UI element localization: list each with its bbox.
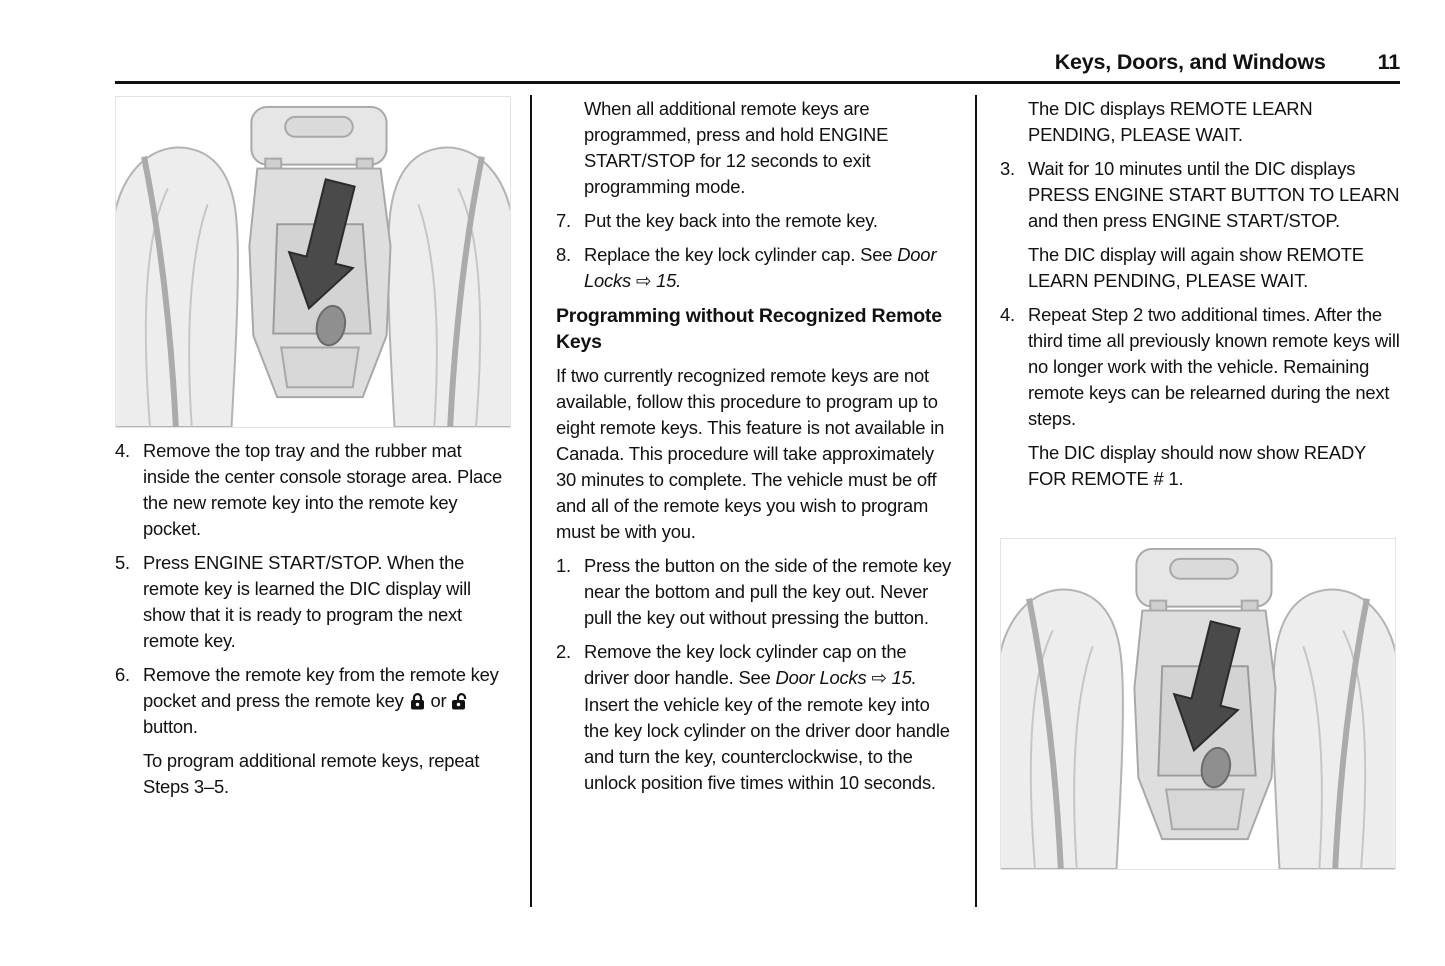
step-2-text-a: Remove the key lock cylinder cap on the driver door handle. See — [584, 641, 907, 688]
step-text: Wait for 10 minutes until the DIC displays PRESS ENGINE START BUTTON TO LEARN and then press ENGINE START/STOP. — [1028, 158, 1400, 231]
step-text: Put the key back into the remote key. — [584, 210, 878, 231]
door-locks-reference-page[interactable]: 15. — [891, 667, 917, 688]
intro-paragraph: When all additional remote keys are programmed, press and hold ENGINE START/STOP for 12 seconds to exit programming mode. — [584, 98, 889, 197]
step-2-text-b: Insert the vehicle key of the remote key into the key lock cylinder on the driver door handle and turn the key, counterclockwise, to the unlock position five times within 10 seconds. — [584, 694, 950, 793]
step-6 — [115, 662, 511, 740]
page-header — [115, 50, 1400, 75]
step-6-text-c: button. — [143, 716, 198, 737]
step-text: Press the button on the side of the remote key near the bottom and pull the key out. Never pull the key out without pressing the button. — [584, 555, 952, 628]
section-heading: Programming without Recognized Remote Keys — [556, 305, 942, 353]
cross-reference-arrow-icon: ⇨ — [871, 668, 887, 689]
step-1 — [556, 553, 954, 631]
center-console-illustration — [1000, 538, 1396, 870]
step-number: 6. — [115, 664, 130, 685]
step-text: Press ENGINE START/STOP. When the remote key is learned the DIC display will show that it is ready to program the next remote key. — [143, 552, 471, 651]
lock-button-icon — [409, 692, 426, 710]
step-8-text: Replace the key lock cylinder cap. See — [584, 244, 898, 265]
page-title: Keys, Doors, and Windows — [1054, 50, 1326, 74]
column-left-text — [115, 438, 511, 800]
note-paragraph: To program additional remote keys, repeat Steps 3–5. — [143, 750, 480, 797]
column-right — [1000, 96, 1400, 500]
step-text — [143, 662, 511, 740]
step-number: 5. — [115, 552, 130, 573]
console-figure-svg — [116, 97, 510, 427]
center-console-illustration — [115, 96, 511, 428]
step-4-right — [1000, 302, 1400, 432]
header-rule — [115, 81, 1400, 84]
step-number: 4. — [1000, 304, 1015, 325]
step-text — [584, 639, 954, 796]
step-text: Repeat Step 2 two additional times. After the third time all previously known remote keys will no longer work with the vehicle. Remaining remote keys can be relearned during the next steps. — [1028, 304, 1400, 429]
step-text: Remove the top tray and the rubber mat inside the center console storage area. Place the new remote key into the remote key pocket. — [143, 440, 503, 539]
step-8 — [556, 242, 954, 295]
step-text — [584, 242, 954, 295]
step-4 — [115, 438, 511, 542]
step-number: 8. — [556, 244, 571, 265]
dic-paragraph-1: The DIC displays REMOTE LEARN PENDING, PLEASE WAIT. — [1028, 98, 1313, 145]
step-number: 1. — [556, 555, 571, 576]
section-intro-paragraph: If two currently recognized remote keys are not available, follow this procedure to program up to eight remote keys. This feature is not available in Canada. This procedure will take approximately 30 minutes to complete. The vehicle must be off and all of the remote keys you wish to program must be with you. — [556, 365, 945, 542]
step-6-text-b: or — [430, 690, 447, 711]
step-number: 2. — [556, 641, 571, 662]
door-locks-reference-page[interactable]: 15. — [656, 270, 682, 291]
step-3 — [1000, 156, 1400, 234]
column-divider — [975, 95, 977, 907]
door-locks-reference-link[interactable]: Door Locks — [584, 244, 937, 291]
cross-reference-arrow-icon: ⇨ — [635, 271, 652, 292]
step-number: 3. — [1000, 158, 1015, 179]
column-divider — [530, 95, 532, 907]
step-5 — [115, 550, 511, 654]
dic-paragraph-2: The DIC display will again show REMOTE LEARN PENDING, PLEASE WAIT. — [1028, 244, 1364, 291]
step-number: 7. — [556, 210, 571, 231]
column-middle — [556, 96, 954, 804]
step-7 — [556, 208, 954, 234]
step-number: 4. — [115, 440, 130, 461]
unlock-button-icon — [451, 692, 470, 710]
column-left — [115, 96, 511, 808]
console-figure-svg — [1001, 539, 1395, 869]
page-number: 11 — [1377, 50, 1400, 74]
dic-paragraph-3: The DIC display should now show READY FOR REMOTE # 1. — [1028, 442, 1366, 489]
step-6-text-a: Remove the remote key from the remote key pocket and press the remote key — [143, 664, 499, 711]
step-2 — [556, 639, 954, 796]
door-locks-reference-link[interactable]: Door Locks — [775, 667, 867, 688]
